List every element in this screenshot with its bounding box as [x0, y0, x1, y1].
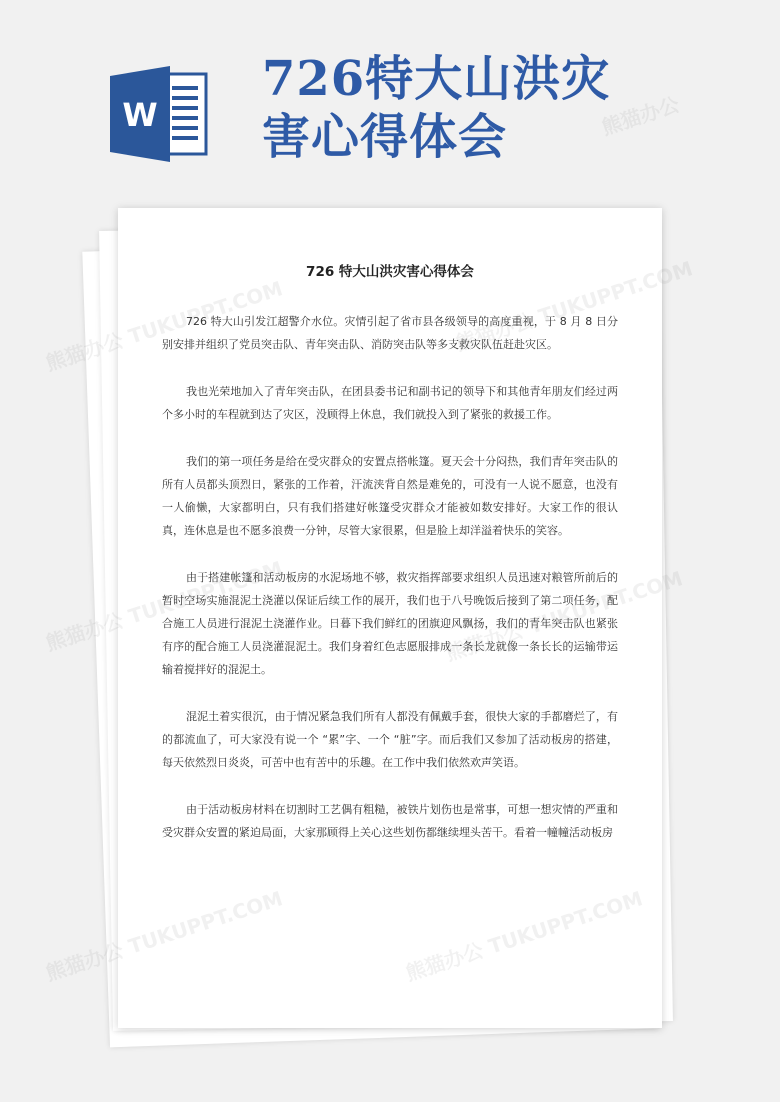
page-title-line-1: 726特大山洪灾	[262, 51, 611, 107]
watermark-3: 熊猫办公	[42, 608, 127, 656]
paragraph-2: 我也光荣地加入了青年突击队，在团县委书记和副书记的领导下和其他青年朋友们经过两个多小时的车程就到达了灾区，没顾得上休息，我们就投入到了紧张的救援工作。	[162, 385, 618, 421]
paragraph-6: 由于活动板房材料在切割时工艺偶有粗糙，被铁片划伤也是常事，可想一想灾情的严重和受灾群众安置的紧迫局面，大家那顾得上关心这些划伤都继续埋头苦干。看着一幢幢活动板房	[162, 803, 618, 839]
word-icon	[110, 66, 208, 162]
header	[0, 0, 780, 200]
document-page	[118, 208, 662, 1028]
page-title	[262, 50, 742, 166]
word-logo-letter: W	[122, 96, 158, 134]
document-title: 726 特大山洪灾害心得体会	[306, 264, 474, 280]
paragraph-5: 混泥土着实很沉，由于情况紧急我们所有人都没有佩戴手套，很快大家的手都磨烂了，有的都流血了，可大家没有说一个 “累”字、一个 “脏”字。而后我们又参加了活动板房的搭建，每天依然烈日炎炎，可苦中也有苦中的乐趣。在工作中我们依然欢声笑语。	[162, 710, 618, 769]
page-title-line-2: 害心得体会	[262, 109, 508, 165]
watermark-7: 熊猫办公	[598, 92, 683, 140]
watermark-5: 熊猫办公	[42, 938, 127, 986]
paragraph-4: 由于搭建帐篷和活动板房的水泥场地不够，救灾指挥部要求组织人员迅速对粮管所前后的暂时空场实施混泥土浇灌以保证后续工作的展开，我们也于八号晚饭后接到了第二项任务，配合施工人员进行混泥土浇灌作业。日暮下我们鲜红的团旗迎风飘扬，我们的青年突击队也紧张有序的配合施工人员浇灌混泥土。我们身着红色志愿服排成一条长龙就像一条长长的运输带运输着搅拌好的混泥土。	[162, 571, 618, 676]
paragraph-1: 726 特大山引发江超警介水位。灾情引起了省市县各级领导的高度重视，于 8 月 8 日分别安排并组织了党员突击队、青年突击队、消防突击队等多支救灾队伍赶赴灾区。	[162, 315, 618, 351]
watermark-1: 熊猫办公	[42, 328, 127, 376]
paragraph-3: 我们的第一项任务是给在受灾群众的安置点搭帐篷。夏天会十分闷热，我们青年突击队的所有人员都头顶烈日，紧张的工作着，汗流浃背自然是难免的，可没有一人说不愿意，也没有一人偷懒，大家都明白，只有我们搭建好帐篷受灾群众才能被如数安排好。大家工作的很认真，连休息是也不愿多浪费一分钟，尽管大家很累，但是脸上却洋溢着快乐的笑容。	[162, 455, 618, 537]
